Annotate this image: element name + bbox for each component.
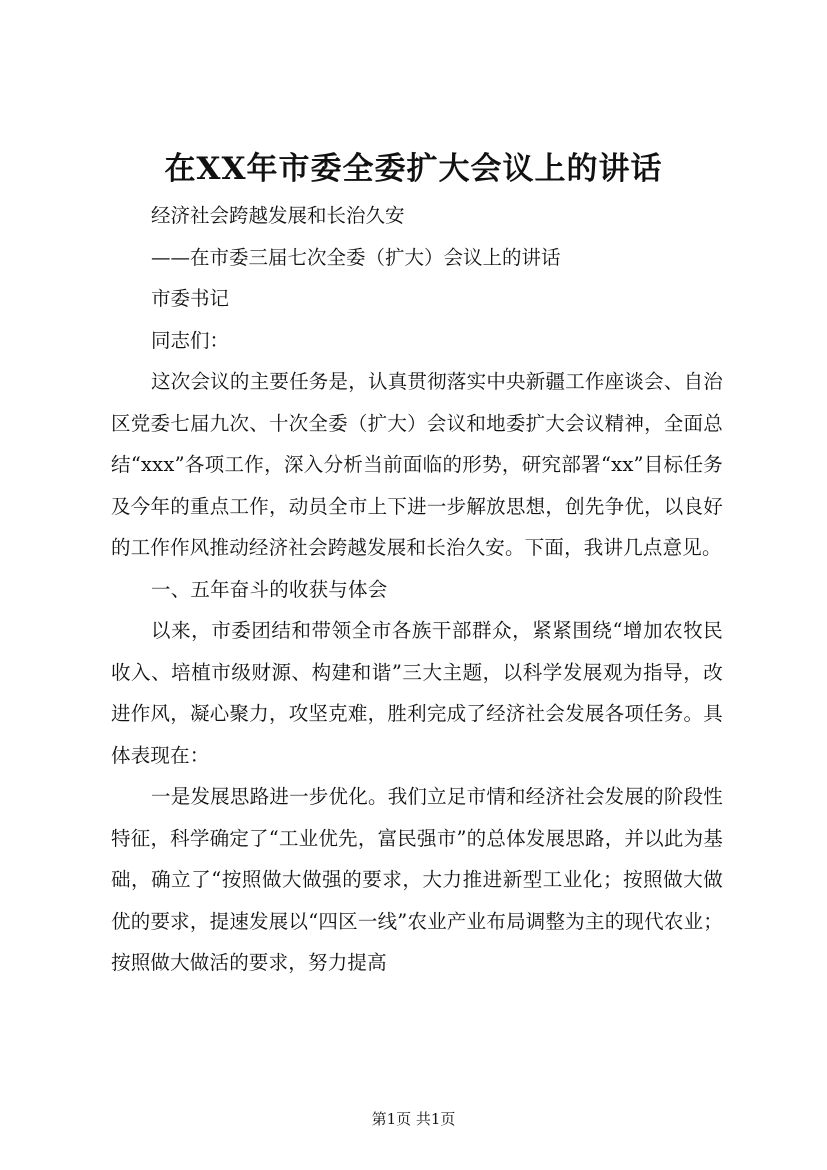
document-salutation: 同志们： bbox=[151, 328, 230, 352]
document-author: 市委书记 bbox=[151, 287, 230, 310]
page-footer: 第1页 共1页 bbox=[371, 1110, 456, 1128]
document-subtitle: 经济社会跨越发展和长治久安 bbox=[151, 204, 405, 227]
paragraph-intro: 这次会议的主要任务是，认真贯彻落实中央新疆工作座谈会、自治区党委七届九次、十次全委（扩大）会议和地委扩大会议精神，全面总结“xxx”各项工作，深入分析当前面临的形势，研究部署“xx”目标任务及今年的重点工作，动员全市上下进一步解放思想，创先争优，以良好的工作作风推动经济社会跨越发展和长治久安。下面，我讲几点意见。 bbox=[111, 370, 723, 559]
document-body bbox=[111, 195, 723, 984]
document-subtitle-secondary: ——在市委三届七次全委（扩大）会议上的讲话 bbox=[151, 245, 561, 269]
paragraph-achievements: 以来，市委团结和带领全市各族干部群众，紧紧围绕“增加农牧民收入、培植市级财源、构建和谐”三大主题，以科学发展观为指导，改进作风，凝心聚力，攻坚克难，胜利完成了经济社会发展各项任务。具体表现在： bbox=[111, 619, 723, 767]
document-title: 在XX年市委全委扩大会议上的讲话 bbox=[164, 151, 663, 187]
section-heading: 一、五年奋斗的收获与体会 bbox=[151, 577, 388, 601]
paragraph-point-one: 一是发展思路进一步优化。我们立足市情和经济社会发展的阶段性特征，科学确定了“工业优先，富民强市”的总体发展思路，并以此为基础，确立了“按照做大做强的要求，大力推进新型工业化；按照做大做优的要求，提速发展以“四区一线”农业产业布局调整为主的现代农业；按照做大做活的要求，努力提高 bbox=[111, 785, 723, 974]
